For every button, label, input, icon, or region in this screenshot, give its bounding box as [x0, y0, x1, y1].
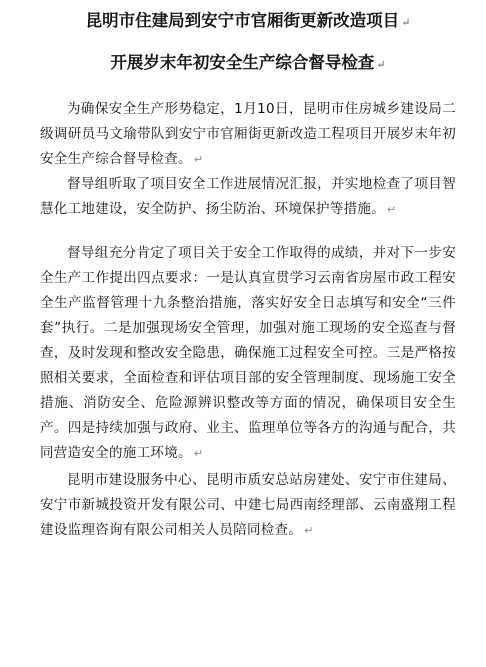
- paragraph-text: 督导组充分肯定了项目关于安全工作取得的成绩，并对下一步安全生产工作提出四点要求：一是认真宣贯学习云南省房屋市政工程安全生产监督管理十九条整治措施，落实好安全日志填写和安全“三件套”执行。二是加强现场安全管理，加强对施工现场的安全巡查与督查，及时发现和整改安全隐患，确保施工过程安全可控。三是严格按照相关要求，全面检查和评估项目部的安全管理制度、现场施工安全措施、消防安全、危险源辨识整改等方面的情况，确保项目安全生产。四是持续加强与政府、业主、监理单位等各方的沟通与配合，共同营造安全的施工环境。: [40, 245, 456, 461]
- title-line-1-text: 昆明市住建局到安宁市官厢街更新改造项目: [85, 11, 400, 30]
- paragraph-text: 督导组听取了项目安全工作进展情况汇报，并实地检查了项目智慧化工地建设，安全防护、扬尘防治、环境保护等措施。: [40, 176, 456, 217]
- paragraph-mark-icon: ↵: [387, 203, 397, 216]
- paragraph-mark-icon: ↵: [193, 447, 204, 460]
- title-line-2: [40, 50, 456, 77]
- paragraph-mark-icon: ↵: [193, 153, 204, 166]
- paragraph-mark-icon: ↵: [304, 524, 314, 537]
- paragraph-mark-icon: ↵: [401, 16, 411, 29]
- paragraph-text: 为确保安全生产形势稳定，1月10日，昆明市住房城乡建设局二级调研员马文瑜带队到安宁市官厢街更新改造工程项目开展岁末年初安全生产综合督导检查。: [40, 101, 456, 167]
- paragraph-mark-icon: ↵: [376, 58, 386, 71]
- paragraph-text: 昆明市建设服务中心、昆明市质安总站房建处、安宁市住建局、安宁市新城投资开发有限公司、中建七局西南经理部、云南盛翔工程建设监理咨询有限公司相关人员陪同检查。: [40, 472, 456, 538]
- body-paragraph-3: [40, 241, 456, 466]
- title-line-1: [40, 8, 456, 35]
- body-paragraph-2: [40, 172, 456, 222]
- body-paragraph-1: [40, 97, 456, 172]
- title-line-2-text: 开展岁末年初安全生产综合督导检查: [110, 53, 375, 72]
- body-paragraph-4: [40, 468, 456, 543]
